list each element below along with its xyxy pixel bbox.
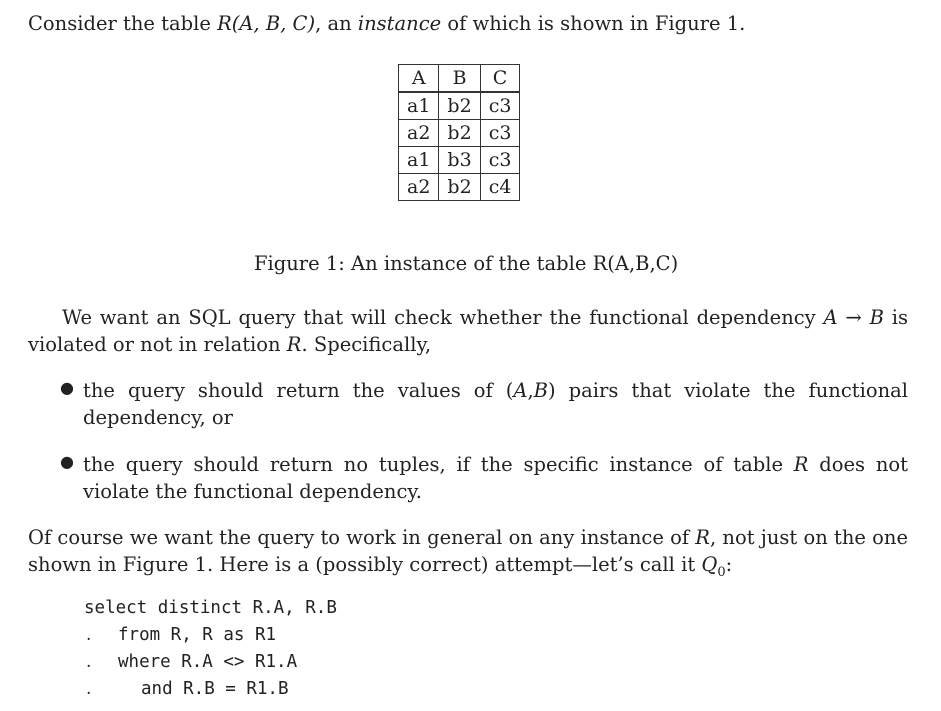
paragraph-text: : xyxy=(725,553,733,576)
table-cell: b2 xyxy=(439,120,480,147)
table-cell: a2 xyxy=(399,120,439,147)
intro-text: of which is shown in Figure 1. xyxy=(441,12,746,35)
table-row xyxy=(399,120,520,147)
column-header: C xyxy=(480,65,520,93)
table-cell: b2 xyxy=(439,92,480,120)
column-header: A xyxy=(399,65,439,93)
relation-name: R xyxy=(286,333,302,356)
attribute-a: A xyxy=(513,379,528,402)
code-line-select: select distinct R.A, R.B xyxy=(84,598,337,618)
table-cell: c3 xyxy=(480,147,520,174)
query-name: Q xyxy=(701,553,718,576)
bullet-icon: ● xyxy=(60,378,74,397)
bullet-icon: ● xyxy=(60,452,74,471)
table-cell: c4 xyxy=(480,174,520,201)
bullet-text: , xyxy=(527,379,534,402)
relation-name: R xyxy=(695,526,710,549)
relation-schema: R(A, B, C) xyxy=(217,12,316,35)
figure-1-table xyxy=(398,64,520,201)
paragraph-text: , not just on the one shown in Figure 1. Here is a (possibly correct) attempt—let’s call it xyxy=(28,526,908,576)
code-dot: . xyxy=(86,679,92,699)
table-cell: a2 xyxy=(399,174,439,201)
intro-text: Consider the table xyxy=(28,12,218,35)
code-dot: . xyxy=(86,625,92,645)
figure-caption: Figure 1: An instance of the table R(A,B,C) xyxy=(254,252,679,275)
table-cell: b2 xyxy=(439,174,480,201)
attribute-b: B xyxy=(533,379,548,402)
table-row xyxy=(399,174,520,201)
code-dot: . xyxy=(86,652,92,672)
paragraph-query-attempt xyxy=(28,524,908,581)
bullet-text: does not violate the functional dependency. xyxy=(83,453,908,503)
functional-dependency: A → B xyxy=(823,306,884,329)
bullet-text: the query should return the values of ( xyxy=(83,379,514,402)
relation-name: R xyxy=(793,453,809,476)
paragraph-text: Of course we want the query to work in general on any instance of xyxy=(28,526,696,549)
bullet-item xyxy=(83,377,908,431)
bullet-text: ) pairs that violate the functional dependency, or xyxy=(83,379,908,429)
table-cell: a1 xyxy=(399,147,439,174)
table-cell: a1 xyxy=(399,92,439,120)
code-line-from: from R, R as R1 xyxy=(118,625,277,645)
bullet-item xyxy=(83,451,908,505)
code-line-where: where R.A <> R1.A xyxy=(118,652,298,672)
table-cell: b3 xyxy=(439,147,480,174)
intro-sentence xyxy=(28,12,745,35)
code-line-and: and R.B = R1.B xyxy=(141,679,289,699)
intro-text: , an xyxy=(315,12,358,35)
bullet-text: the query should return no tuples, if the specific instance of table xyxy=(83,453,794,476)
table-row xyxy=(399,92,520,120)
paragraph-text: We want an SQL query that will check whether the functional dependency xyxy=(62,306,824,329)
table-cell: c3 xyxy=(480,92,520,120)
paragraph-fd-check xyxy=(28,304,908,358)
table-header-row xyxy=(399,65,520,93)
table-cell: c3 xyxy=(480,120,520,147)
paragraph-text: is violated or not in relation xyxy=(28,306,908,356)
table-row xyxy=(399,147,520,174)
paragraph-text: . Specifically, xyxy=(301,333,432,356)
emphasis-instance: instance xyxy=(357,12,442,35)
column-header: B xyxy=(439,65,480,93)
query-subscript: 0 xyxy=(717,565,726,580)
